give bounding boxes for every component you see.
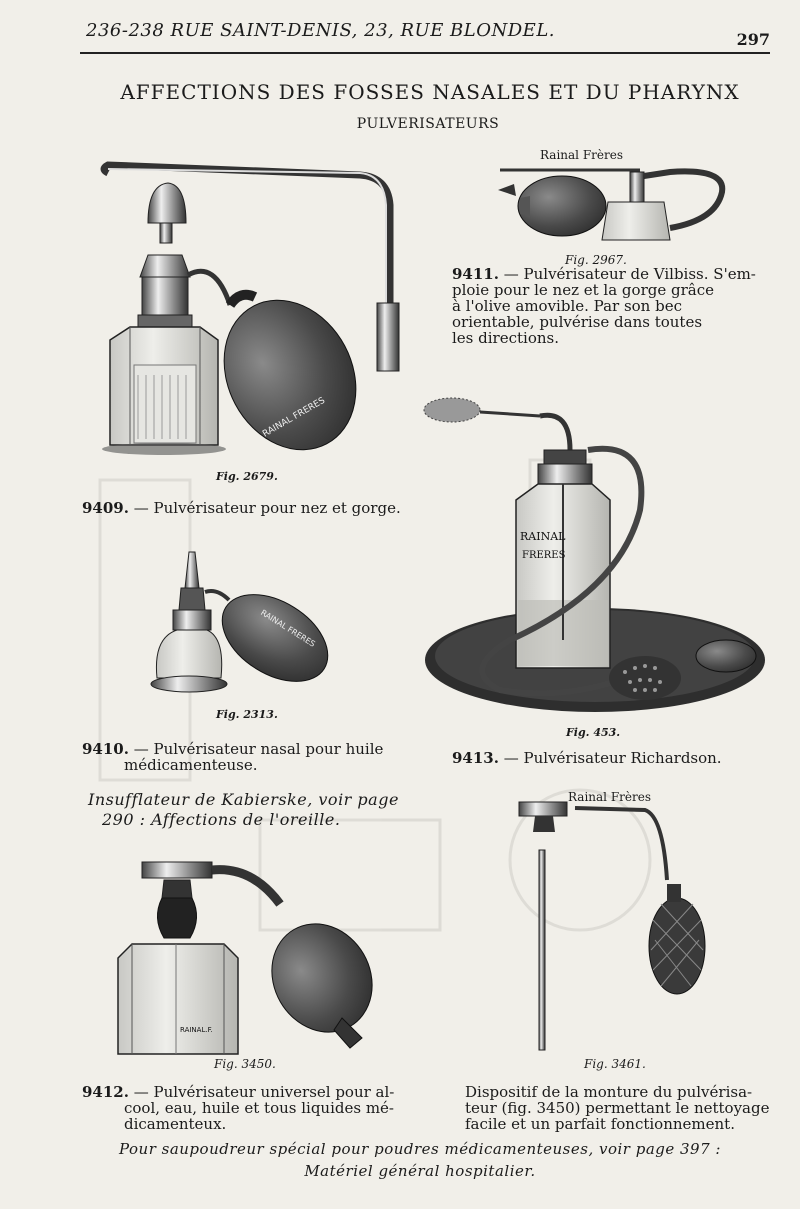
caption-9411-line-5: les directions. xyxy=(452,329,559,347)
caption-9409 xyxy=(82,500,401,516)
caption-9412-line-1: — Pulvérisateur universel pour al- xyxy=(133,1083,395,1101)
bulb-lettering-2313: RAINAL FRERES xyxy=(259,608,317,649)
mounting-device-3461-illustration xyxy=(515,800,715,1055)
page-number: 297 xyxy=(736,30,770,49)
caption-3461-line-3: facile et un parfait fonctionnement. xyxy=(465,1115,735,1133)
bulb-lettering-2679: RAINAL FRERES xyxy=(261,395,327,440)
caption-9411-line-1: — Pulvérisateur de Vilbiss. S'em- xyxy=(503,265,756,283)
bottle-lettering-3450: RAINAL.F. xyxy=(180,1026,213,1034)
bottle-lettering-453-line-1: RAINAL xyxy=(520,530,566,543)
nasal-sprayer-2313-illustration xyxy=(145,548,335,698)
insufflateur-line-2: 290 : Affections de l'oreille. xyxy=(102,810,341,829)
caption-9411-line-2: ploie pour le nez et la gorge grâce xyxy=(452,281,714,299)
fig-label-2679: Fig. 2679. xyxy=(216,470,278,483)
caption-9412 xyxy=(82,1084,442,1132)
page-header-address: 236-238 RUE SAINT-DENIS, 23, RUE BLONDEL. xyxy=(86,20,555,41)
caption-9410-line-2: médicamenteuse. xyxy=(124,756,258,774)
item-number-9409: 9409. xyxy=(82,499,129,517)
sprayer-2679-illustration xyxy=(90,155,420,465)
item-text-9409: — Pulvérisateur pour nez et gorge. xyxy=(133,499,401,517)
bottle-lettering-453-line-2: FRERES xyxy=(522,550,566,561)
caption-3461-line-1: Dispositif de la monture du pulvérisa- xyxy=(465,1083,753,1101)
caption-9410 xyxy=(82,741,422,773)
header-rule xyxy=(80,52,770,54)
maker-label-3461: Rainal Frères xyxy=(568,790,651,804)
fig-label-3461: Fig. 3461. xyxy=(584,1057,646,1071)
insufflateur-note xyxy=(88,790,399,830)
insufflateur-line-1: Insufflateur de Kabierske, voir page xyxy=(88,790,399,809)
vilbiss-sprayer-illustration xyxy=(490,162,730,252)
caption-9411-line-3: à l'olive amovible. Par son bec xyxy=(452,297,682,315)
maker-label-2967: Rainal Frères xyxy=(540,148,623,162)
fig-label-2967: Fig. 2967. xyxy=(565,253,627,267)
item-number-9410: 9410. xyxy=(82,740,129,758)
caption-9411 xyxy=(452,266,772,346)
item-number-9411: 9411. xyxy=(452,265,499,283)
footer-line-1: Pour saupoudreur spécial pour poudres médicamenteuses, voir page 397 : xyxy=(119,1140,721,1158)
caption-3461-line-2: teur (fig. 3450) permettant le nettoyage xyxy=(465,1099,770,1117)
caption-9410-line-1: — Pulvérisateur nasal pour huile xyxy=(133,740,384,758)
richardson-sprayer-illustration xyxy=(420,390,770,720)
page-title: AFFECTIONS DES FOSSES NASALES ET DU PHARYNX xyxy=(120,80,740,104)
item-number-9413: 9413. xyxy=(452,749,499,767)
caption-9412-line-2: cool, eau, huile et tous liquides mé- xyxy=(124,1099,394,1117)
page-subtitle: PULVERISATEURS xyxy=(356,116,500,132)
universal-sprayer-3450-illustration xyxy=(112,858,377,1058)
caption-9413 xyxy=(452,750,722,766)
fig-label-2313: Fig. 2313. xyxy=(216,708,278,721)
caption-9412-line-3: dicamenteux. xyxy=(124,1115,227,1133)
fig-label-3450: Fig. 3450. xyxy=(214,1057,276,1071)
fig-label-453: Fig. 453. xyxy=(566,726,621,739)
caption-3461 xyxy=(465,1084,775,1132)
footer-line-2: Matériel général hospitalier. xyxy=(304,1162,536,1180)
item-number-9412: 9412. xyxy=(82,1083,129,1101)
item-text-9413: — Pulvérisateur Richardson. xyxy=(503,749,722,767)
caption-9411-line-4: orientable, pulvérise dans toutes xyxy=(452,313,703,331)
footer-note xyxy=(60,1138,780,1182)
